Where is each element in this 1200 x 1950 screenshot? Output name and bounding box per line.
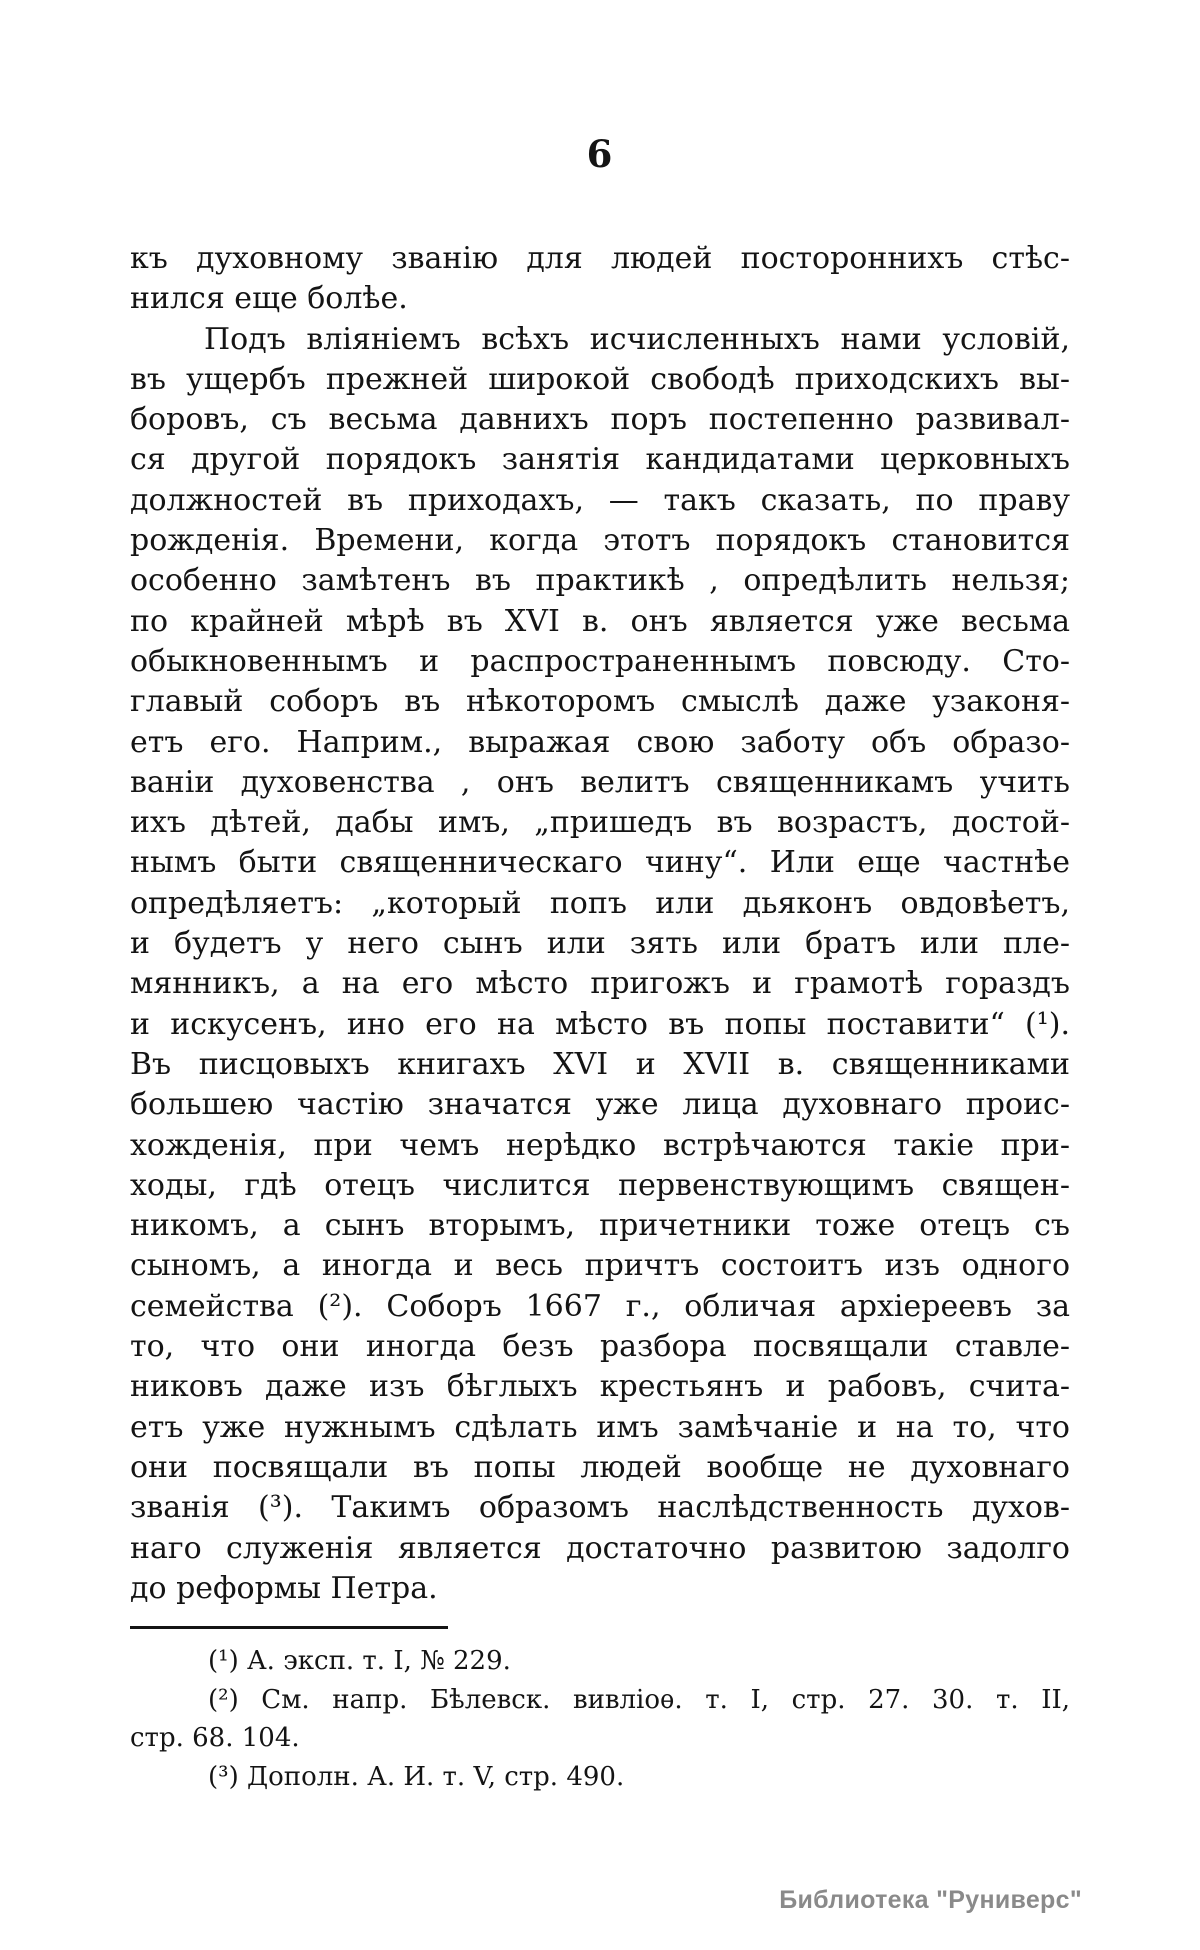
library-watermark: Библиотека "Руниверс" bbox=[779, 1886, 1082, 1914]
footnotes bbox=[130, 1642, 1070, 1796]
text-line: семейства (²). Соборъ 1667 г., обличая архіереевъ за bbox=[130, 1288, 1070, 1324]
text-line: обыкновеннымъ и распространеннымъ повсюду. Сто- bbox=[130, 643, 1070, 679]
text-line: въ ущербъ прежней широкой свободѣ приходскихъ вы- bbox=[130, 361, 1070, 397]
text-line: главый соборъ въ нѣкоторомъ смыслѣ даже узаконя- bbox=[130, 684, 1070, 720]
text-line: (¹) А. эксп. т. I, № 229. bbox=[208, 1646, 511, 1676]
text-line: ходы, гдѣ отецъ числится первенствующимъ священ- bbox=[130, 1167, 1070, 1203]
text-line: и будетъ у него сынъ или зять или братъ или пле- bbox=[130, 926, 1070, 962]
body-text bbox=[130, 239, 1070, 1609]
text-line: сыномъ, а иногда и весь причтъ состоитъ изъ одного bbox=[130, 1248, 1070, 1284]
text-line: особенно замѣтенъ въ практикѣ , опредѣлить нельзя; bbox=[130, 563, 1070, 599]
text-line: и искусенъ, ино его на мѣсто въ попы поставити“ (¹). bbox=[130, 1006, 1070, 1042]
text-line: опредѣляетъ: „который попъ или дьяконъ овдовѣетъ, bbox=[130, 885, 1070, 921]
text-line: то, что они иногда безъ разбора посвящали ставле- bbox=[130, 1329, 1070, 1365]
text-line: должностей въ приходахъ, — такъ сказать, по праву bbox=[130, 482, 1070, 518]
text-line: мянникъ, а на его мѣсто пригожъ и грамотѣ гораздъ bbox=[130, 966, 1070, 1002]
text-line: (²) См. напр. Бѣлевск. вивліоѳ. т. I, стр. 27. 30. т. II, bbox=[208, 1684, 1070, 1715]
text-line: званія (³). Такимъ образомъ наслѣдственность духов- bbox=[130, 1490, 1070, 1526]
text-line: ся другой порядокъ занятія кандидатами церковныхъ bbox=[130, 442, 1070, 478]
text-line: они посвящали въ попы людей вообще не духовнаго bbox=[130, 1449, 1070, 1485]
text-line: Подъ вліяніемъ всѣхъ исчисленныхъ нами условій, bbox=[204, 321, 1070, 357]
text-line: стр. 68. 104. bbox=[130, 1723, 300, 1753]
text-line: ваніи духовенства , онъ велитъ священникамъ учить bbox=[130, 764, 1070, 800]
text-line: до реформы Петра. bbox=[130, 1570, 438, 1606]
text-line: нымъ быти священническаго чину“. Или еще частнѣе bbox=[130, 845, 1070, 881]
text-line: къ духовному званію для людей постороннихъ стѣс- bbox=[130, 241, 1070, 276]
text-line: большею частію значатся уже лица духовнаго проис- bbox=[130, 1087, 1070, 1123]
footnote-divider bbox=[130, 1626, 448, 1629]
text-line: по крайней мѣрѣ въ XVI в. онъ является уже весьма bbox=[130, 603, 1070, 639]
text-line: никомъ, а сынъ вторымъ, причетники тоже отецъ съ bbox=[130, 1208, 1070, 1244]
text-line: етъ уже нужнымъ сдѣлать имъ замѣчаніе и на то, что bbox=[130, 1409, 1070, 1445]
page-number: 6 bbox=[586, 132, 614, 176]
text-line: никовъ даже изъ бѣглыхъ крестьянъ и рабовъ, счита- bbox=[130, 1369, 1070, 1405]
text-line: рожденія. Времени, когда этотъ порядокъ становится bbox=[130, 523, 1070, 559]
text-line: нился еще болѣе. bbox=[130, 281, 408, 317]
text-line: (³) Дополн. А. И. т. V, стр. 490. bbox=[208, 1761, 625, 1792]
text-line: хожденія, при чемъ нерѣдко встрѣчаются такіе при- bbox=[130, 1127, 1070, 1163]
text-line: етъ его. Наприм., выражая свою заботу объ образо- bbox=[130, 724, 1070, 760]
text-line: боровъ, съ весьма давнихъ поръ постепенно развивал- bbox=[130, 402, 1070, 438]
text-line: наго служенія является достаточно развитою задолго bbox=[130, 1530, 1070, 1566]
text-line: Въ писцовыхъ книгахъ XVI и XVII в. священниками bbox=[130, 1046, 1070, 1082]
text-line: ихъ дѣтей, дабы имъ, „пришедъ въ возрастъ, достой- bbox=[130, 805, 1070, 841]
